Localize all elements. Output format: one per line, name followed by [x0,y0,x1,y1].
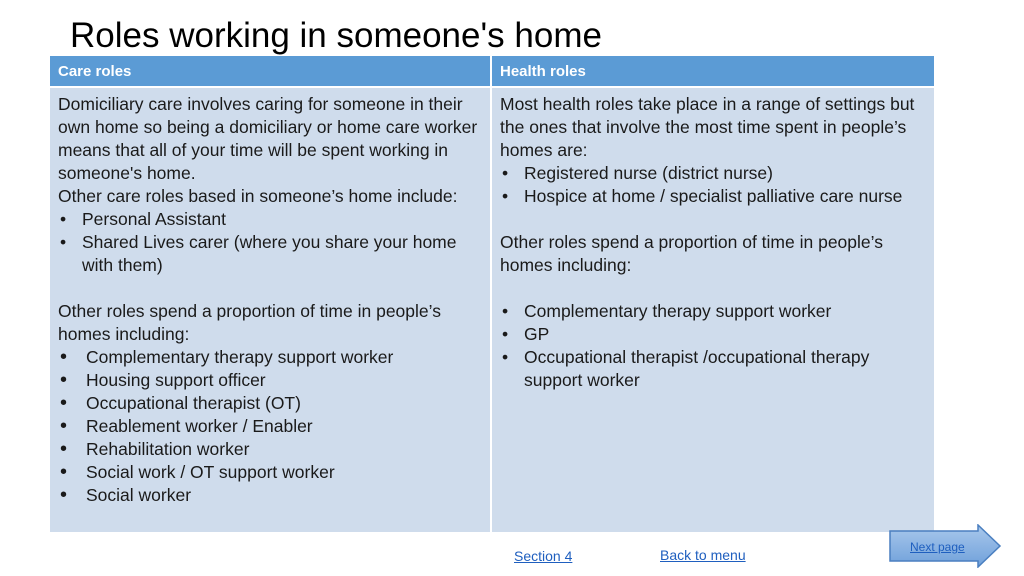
back-to-menu-link[interactable]: Back to menu [660,547,746,563]
roles-table [50,56,934,532]
next-page-link[interactable]: Next page [910,540,965,554]
spacer [500,208,926,231]
page-title: Roles working in someone's home [70,16,602,55]
list-item: • Complementary therapy support worker [500,300,926,323]
care-proportion-intro: Other roles spend a proportion of time in people’s homes including: [58,301,441,344]
list-item: • Reablement worker / Enabler [58,415,482,438]
list-item: • Rehabilitation worker [58,438,482,461]
care-roles-cell [50,88,490,532]
list-item: • Shared Lives carer (where you share your home with them) [58,231,482,277]
care-intro: Domiciliary care involves caring for someone in their own home so being a domiciliary or home care worker means that all of your time will be spent working in someone's home. [58,94,478,183]
health-main-roles-list [500,162,926,208]
spacer [58,277,482,300]
health-proportion-intro: Other roles spend a proportion of time in people’s homes including: [500,232,883,275]
list-item: • Occupational therapist (OT) [58,392,482,415]
health-roles-cell [492,88,934,532]
list-item: • Complementary therapy support worker [58,346,482,369]
care-roles-header: Care roles [50,56,490,86]
list-item: • Hospice at home / specialist palliative care nurse [500,185,926,208]
care-other-intro: Other care roles based in someone’s home include: [58,186,458,206]
health-roles-header: Health roles [492,56,934,86]
list-item: • Social worker [58,484,482,507]
list-item: • Personal Assistant [58,208,482,231]
list-item: • Occupational therapist /occupational therapy support worker [500,346,926,392]
health-proportion-roles-list [500,300,926,392]
health-intro: Most health roles take place in a range of settings but the ones that involve the most time spent in people’s homes are: [500,94,915,160]
spacer [500,277,926,300]
list-item: • Housing support officer [58,369,482,392]
list-item: • Social work / OT support worker [58,461,482,484]
list-item: • GP [500,323,926,346]
section-4-link[interactable]: Section 4 [514,548,573,564]
care-proportion-roles-list [58,346,482,507]
care-based-roles-list [58,208,482,277]
list-item: • Registered nurse (district nurse) [500,162,926,185]
